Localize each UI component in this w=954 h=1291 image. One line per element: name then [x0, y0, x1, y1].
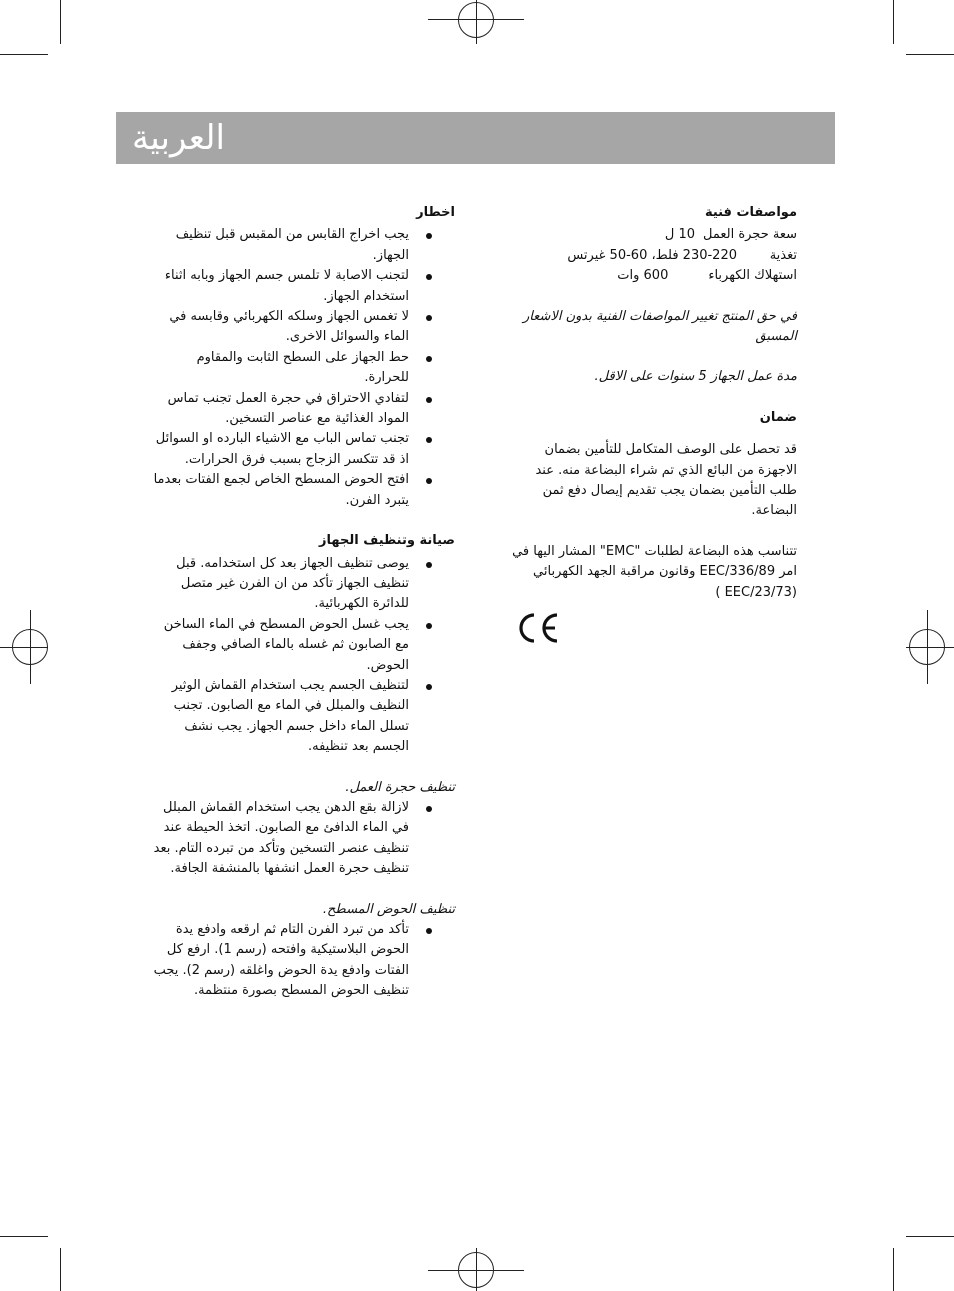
bullet-icon	[426, 928, 432, 934]
list-item: لازالة بقع الدهن يجب استخدام القماش المبلل في الماء الدافئ مع الصابون. اتخذ الحيطة عند تنظيف عنصر التسخين وتأكد من تبرده التام. بعد تنظيف حجرة العمل انشفها بالمنشفة الجافة.	[150, 798, 455, 880]
bullet-icon	[426, 356, 432, 362]
spec-value: 600 وات	[617, 268, 669, 284]
list-item: يوصى تنظيف الجهاز بعد كل استخدامه. قبل تنظيف الجهاز تأكد من ان الفرن غير متصل للدائرة الكهربائية.	[150, 554, 455, 615]
left-column	[150, 203, 455, 1002]
service-life-note: مدة عمل الجهاز 5 سنوات على الاقل.	[594, 369, 797, 385]
ce-mark-icon	[515, 610, 561, 646]
language-header-bar	[116, 112, 835, 164]
bullet-icon	[426, 233, 432, 239]
list-item: لا تغمس الجهاز وسلكه الكهربائي وقابسه في الماء والسوائل الاخرى.	[150, 307, 455, 348]
bullet-icon	[426, 562, 432, 568]
bullet-icon	[426, 437, 432, 443]
spec-row	[505, 266, 797, 286]
chamber-cleaning-list	[150, 798, 455, 880]
bullet-icon	[426, 397, 432, 403]
crop-mark	[893, 0, 894, 44]
specs-heading: مواصفات فنية	[704, 205, 797, 220]
list-item: حط الجهاز على السطح الثابت والمقاوم للحرارة.	[150, 348, 455, 389]
spec-row	[505, 246, 797, 266]
spec-label: استهلاك الكهرباء	[708, 268, 797, 284]
spec-row	[505, 225, 797, 245]
spec-value: 230-220 فلط، 60-50 غيرتس	[567, 247, 737, 263]
list-item: لتفادي الاحتراق في حجرة العمل تجنب تماس المواد الغذائية مع عناصر التسخين.	[150, 389, 455, 430]
list-item: لتجنب الاصابة لا تلمس جسم الجهاز وبابه اثناء استخدام الجهاز.	[150, 266, 455, 307]
warranty-text: قد تحصل على الوصف المتكامل للتأمين بضمان الاجهزة من البائع الذي تم شراء البضاعة منه. عند طلب التأمين بضمان يجب تقديم إيصال دفع ثمن البضاعة.	[535, 442, 797, 519]
compliance-text: تتناسب هذه البضاعة لطلبات "EMC" المشار اليها في امر EEC/336/89 وقانون مراقبة الجهد الكهربائي (EEC/23/73 )	[512, 543, 797, 600]
page-title: العربية	[132, 118, 225, 158]
chamber-cleaning-heading: تنظيف حجرة العمل.	[345, 779, 455, 795]
crop-mark	[906, 54, 954, 55]
bullet-icon	[426, 806, 432, 812]
list-item: يجب غسل الحوض المسطح في الماء الساخن مع الصابون ثم غسله بالماء الصافي وجفف الحوض.	[150, 615, 455, 676]
warranty-heading: ضمان	[759, 409, 797, 425]
list-item: تجنب تماس الباب مع الاشياء البارده او السوائل اذ قد تتكسر الزجاج بسبب فرق الحرارات.	[150, 429, 455, 470]
maintenance-heading: صيانة وتنظيف الجهاز	[319, 533, 455, 549]
bullet-icon	[426, 478, 432, 484]
list-item: تأكد من تبرد الفرن التام ثم ارقعه وادفع يدة الحوض البلاستيكية وافتحه (رسم 1). ارفع كل الفتات وادفع يدة الحوض واغلقه (رسم 2). يجب تنظيف الحوض المسطح بصورة منتظمة.	[150, 920, 455, 1002]
crop-mark	[60, 0, 61, 44]
spec-label: تغذية	[769, 247, 797, 263]
spec-label: سعة حجرة العمل	[702, 227, 797, 243]
crop-mark	[0, 54, 48, 55]
right-column	[505, 203, 797, 603]
bullet-icon	[426, 315, 432, 321]
list-item: افتح الحوض المسطح الخاص لجمع الفتات بعدما يتبرد الفرن.	[150, 470, 455, 511]
bullet-icon	[426, 684, 432, 690]
crop-mark	[893, 1248, 894, 1291]
maintenance-list	[150, 554, 455, 758]
crop-mark	[906, 1236, 954, 1237]
bullet-icon	[426, 274, 432, 280]
list-item: لتنظيف الجسم يجب استخدام القماش الوثير النظيف والمبلل في الماء مع الصابون. تجنب تسلل الماء داخل جسم الجهاز. يجب نشف الجسم بعد تنظيفه.	[150, 676, 455, 758]
warnings-list	[150, 225, 455, 511]
list-item: يجب اخراج القابس من المقبس قبل تنظيف الجهاز.	[150, 225, 455, 266]
spec-value: 10 ل	[664, 227, 695, 243]
crop-mark	[60, 1248, 61, 1291]
bullet-icon	[426, 623, 432, 629]
crop-mark	[0, 1236, 48, 1237]
warnings-heading: اخطار	[416, 205, 455, 220]
spec-change-note: في حق المنتج تغيير المواصفات الفنية بدون الاشعار المسبق	[523, 308, 797, 345]
tray-cleaning-heading: تنظيف الحوض المسطح.	[322, 901, 455, 917]
tray-cleaning-list	[150, 920, 455, 1002]
